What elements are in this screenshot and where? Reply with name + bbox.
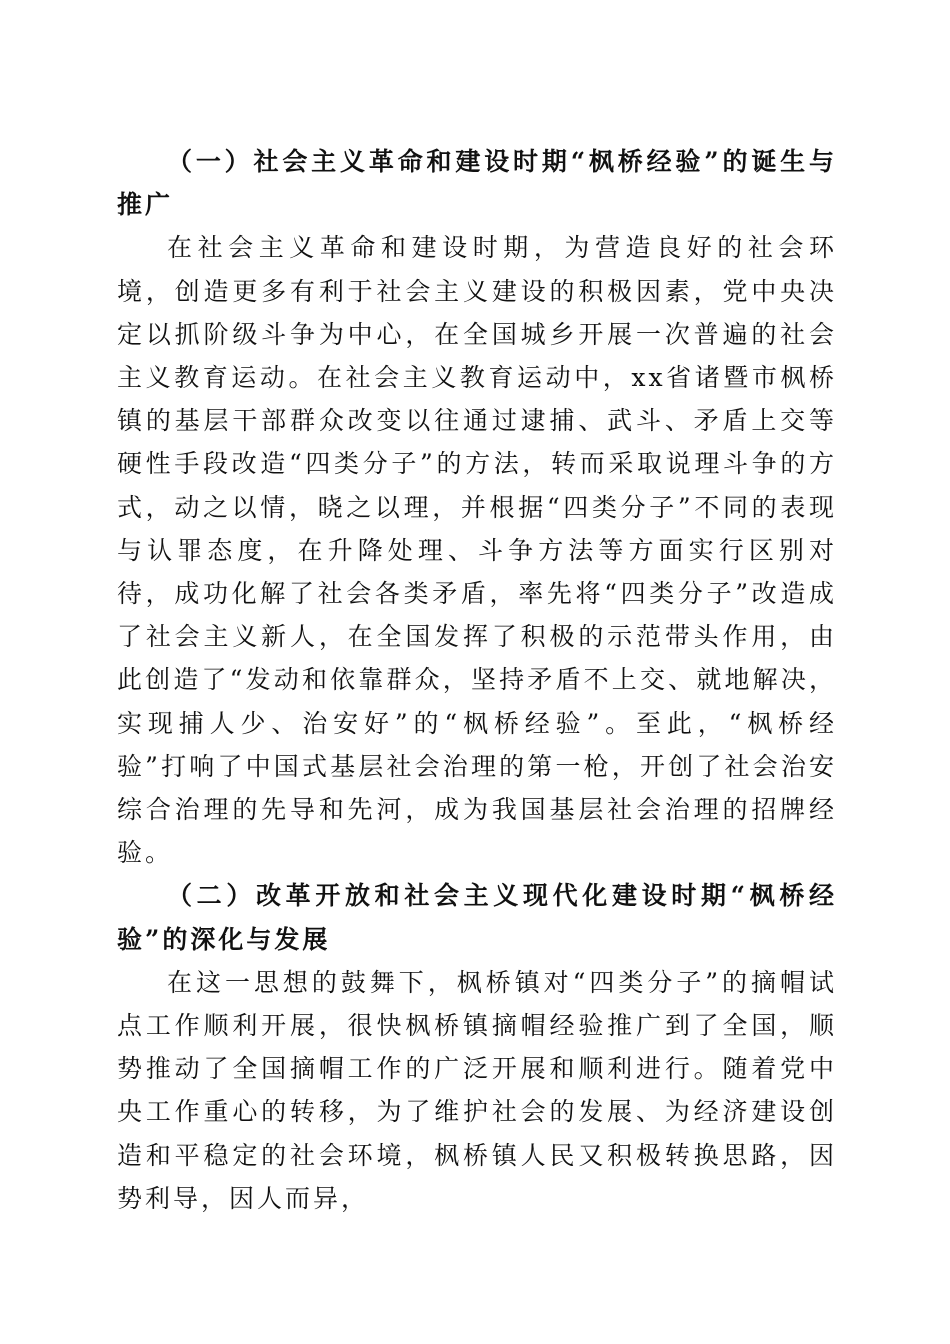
body-paragraph-1: 在社会主义革命和建设时期，为营造良好的社会环境，创造更多有利于社会主义建设的积极因素，党中央决定以抓阶级斗争为中心，在全国城乡开展一次普遍的社会主义教育运动。在社会主义教育运动中，xx省诸暨市枫桥镇的基层干部群众改变以往通过逮捕、武斗、矛盾上交等硬性手段改造“四类分子”的方法，转而采取说理斗争的方式，动之以情，晓之以理，并根据“四类分子”不同的表现与认罪态度，在升降处理、斗争方法等方面实行区别对待，成功化解了社会各类矛盾，率先将“四类分子”改造成了社会主义新人，在全国发挥了积极的示范带头作用，由此创造了“发动和依靠群众，坚持矛盾不上交、就地解决，实现捕人少、治安好”的“枫桥经验”。至此，“枫桥经验”打响了中国式基层社会治理的第一枪，开创了社会治安综合治理的先导和先河，成为我国基层社会治理的招牌经验。 [117,233,837,868]
document-body [117,140,837,1220]
body-paragraph-2: 在这一思想的鼓舞下，枫桥镇对“四类分子”的摘帽试点工作顺利开展，很快枫桥镇摘帽经验推广到了全国，顺势推动了全国摘帽工作的广泛开展和顺利进行。随着党中央工作重心的转移，为了维护社会的发展、为经济建设创造和平稳定的社会环境，枫桥镇人民又积极转换思路，因势利导，因人而异， [117,967,837,1213]
section-heading-2: （二）改革开放和社会主义现代化建设时期“枫桥经验”的深化与发展 [117,881,837,954]
section-heading-1: （一）社会主义革命和建设时期“枫桥经验”的诞生与推广 [117,147,837,220]
